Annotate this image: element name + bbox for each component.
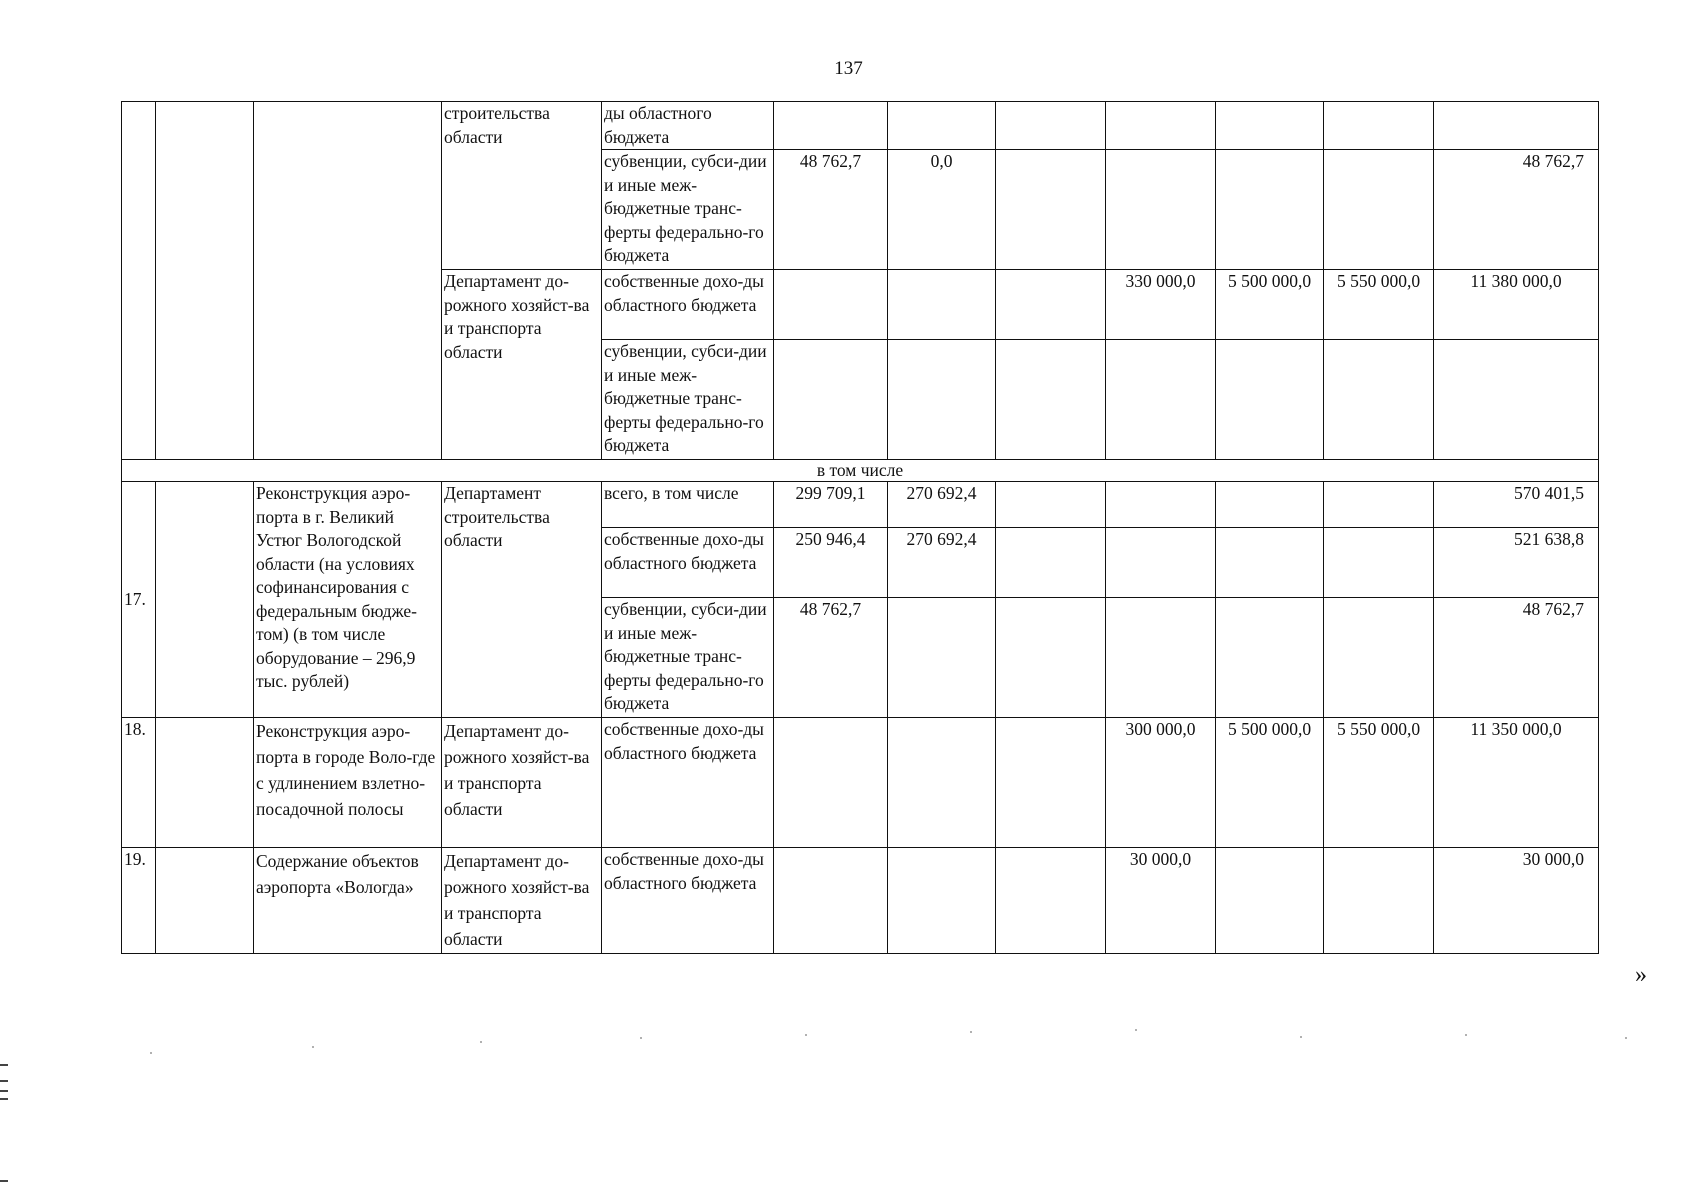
funding-source-cell: собственные дохо-ды областного бюджета [602,270,774,340]
value-cell: 270 692,4 [888,528,996,598]
total-cell [1434,340,1599,460]
cell-blank [156,718,254,848]
value-cell [888,718,996,848]
value-cell [1324,848,1434,954]
funding-source-cell: собственные дохо-ды областного бюджета [602,848,774,954]
scan-dot [480,1041,482,1043]
value-cell: 250 946,4 [774,528,888,598]
value-cell [1216,598,1324,718]
value-cell [1106,150,1216,270]
item-number: 17. [122,482,156,718]
value-cell [996,340,1106,460]
executor-cell: Департамент до-рожного хозяйст-ва и транспорта области [442,270,602,460]
value-cell [1106,598,1216,718]
value-cell [774,718,888,848]
value-cell: 5 550 000,0 [1324,270,1434,340]
margin-mark [0,1098,8,1100]
value-cell [996,270,1106,340]
total-cell: 570 401,5 [1434,482,1599,528]
total-cell: 11 350 000,0 [1434,718,1599,848]
funding-source-cell: ды областного бюджета [602,102,774,150]
value-cell [1216,528,1324,598]
value-cell: 299 709,1 [774,482,888,528]
value-cell [1216,102,1324,150]
value-cell [774,848,888,954]
total-cell: 11 380 000,0 [1434,270,1599,340]
value-cell: 300 000,0 [1106,718,1216,848]
margin-mark [0,1090,8,1092]
scan-dot [150,1052,152,1054]
scan-dot [970,1031,972,1033]
value-cell: 5 500 000,0 [1216,270,1324,340]
value-cell [1324,528,1434,598]
value-cell [996,150,1106,270]
value-cell: 5 550 000,0 [1324,718,1434,848]
scan-dot [1135,1029,1137,1031]
value-cell [996,598,1106,718]
value-cell [774,340,888,460]
funding-source-cell: собственные дохо-ды областного бюджета [602,528,774,598]
cell-name-cont [254,102,442,460]
value-cell [1106,102,1216,150]
margin-mark [0,1180,8,1182]
value-cell [996,482,1106,528]
value-cell: 0,0 [888,150,996,270]
value-cell [888,102,996,150]
value-cell [1106,482,1216,528]
value-cell: 48 762,7 [774,150,888,270]
executor-cell: Департамент до-рожного хозяйст-ва и транспорта области [442,718,602,848]
value-cell [888,270,996,340]
value-cell [774,102,888,150]
value-cell: 30 000,0 [1106,848,1216,954]
margin-mark [0,1080,8,1082]
value-cell [1324,340,1434,460]
value-cell [888,848,996,954]
value-cell [888,340,996,460]
total-cell: 48 762,7 [1434,598,1599,718]
value-cell [1324,598,1434,718]
scan-dot [1625,1037,1627,1039]
value-cell [1324,150,1434,270]
value-cell [996,102,1106,150]
value-cell: 5 500 000,0 [1216,718,1324,848]
executor-cell: строительства области [442,102,602,270]
closing-quote: » [1635,962,1647,988]
value-cell: 330 000,0 [1106,270,1216,340]
cell-blank [156,848,254,954]
total-cell: 30 000,0 [1434,848,1599,954]
item-name: Реконструкция аэро-порта в г. Великий Устюг Вологодской области (на условиях софинансирования с федеральным бюдже-том) (в том числе оборудование – 296,9 тыс. рублей) [254,482,442,718]
item-name: Реконструкция аэро-порта в городе Воло-где с удлинением взлетно-посадочной полосы [254,718,442,848]
total-cell: 48 762,7 [1434,150,1599,270]
page-number: 137 [834,58,863,79]
value-cell [1216,150,1324,270]
value-cell [1216,848,1324,954]
table-row [122,102,1599,150]
executor-cell: Департамент строительства области [442,482,602,718]
value-cell [1216,340,1324,460]
item-number: 18. [122,718,156,848]
funding-source-cell: субвенции, субси-дии и иные меж-бюджетные транс-ферты федерально-го бюджета [602,598,774,718]
total-cell: 521 638,8 [1434,528,1599,598]
table-row [122,482,1599,528]
scan-dot [312,1046,314,1048]
value-cell [1324,482,1434,528]
value-cell [1216,482,1324,528]
scan-dot [805,1034,807,1036]
table-row [122,848,1599,954]
cell-blank-cont [156,102,254,460]
funding-source-cell: субвенции, субси-дии и иные меж-бюджетные транс-ферты федерально-го бюджета [602,150,774,270]
funding-source-cell: всего, в том числе [602,482,774,528]
subheader-cell: в том числе [122,460,1599,482]
cell-blank [156,482,254,718]
value-cell [996,528,1106,598]
value-cell [1106,340,1216,460]
cell-num-cont [122,102,156,460]
executor-cell: Департамент до-рожного хозяйст-ва и транспорта области [442,848,602,954]
margin-mark [0,1064,8,1066]
value-cell [1324,102,1434,150]
item-number: 19. [122,848,156,954]
value-cell [996,848,1106,954]
item-name: Содержание объектов аэропорта «Вологда» [254,848,442,954]
value-cell [996,718,1106,848]
total-cell [1434,102,1599,150]
scan-dot [1300,1036,1302,1038]
value-cell [774,270,888,340]
table-row-subheader [122,460,1599,482]
scan-dot [1465,1034,1467,1036]
value-cell [888,598,996,718]
funding-source-cell: собственные дохо-ды областного бюджета [602,718,774,848]
funding-source-cell: субвенции, субси-дии и иные меж-бюджетные транс-ферты федерально-го бюджета [602,340,774,460]
scan-dot [640,1037,642,1039]
value-cell: 270 692,4 [888,482,996,528]
value-cell: 48 762,7 [774,598,888,718]
value-cell [1106,528,1216,598]
budget-table [121,101,1599,954]
table-row [122,718,1599,848]
